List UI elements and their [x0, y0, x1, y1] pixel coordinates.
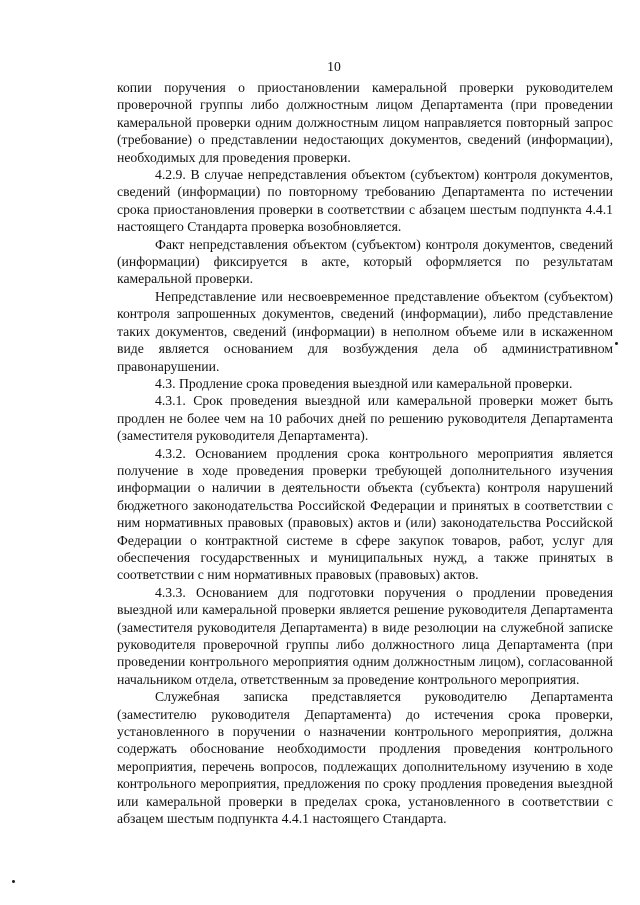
paragraph-4-3-1: 4.3.1. Срок проведения выездной или камеральной проверки может быть продлен не более чем на 10 рабочих дней по решению руководителя Департамента (заместителя руководителя Департамента). — [117, 393, 613, 444]
page-number: 10 — [327, 59, 341, 74]
document-body — [117, 79, 613, 827]
scan-speck — [615, 342, 618, 345]
paragraph-untimely-submission: Непредставление или несвоевременное представление объектом (субъектом) контроля запрошенных документов, сведений (информации), либо представление таких документов, сведений (информации) в неполном объеме или в искаженном виде является основанием для возбуждения дела об административном правонарушении. — [117, 288, 613, 374]
paragraph-4-3-2: 4.3.2. Основанием продления срока контрольного мероприятия является получение в ходе проведения проверки требующей дополнительного изучения информации о наличии в деятельности объекта (субъекта) контроля нарушений бюджетного законодательства Российской Федерации и принятых в соответствии с ним нормативных правовых (правовых) актов и (или) законодательства Российской Федерации о контрактной системе в сфере закупок товаров, работ, услуг для обеспечения государственных и муниципальных нужд, а также принятых в соответствии с ним нормативных правовых (правовых) актов. — [117, 445, 613, 583]
paragraph-continuation: копии поручения о приостановлении камеральной проверки руководителем проверочной группы либо должностным лицом Департамента (при проведении камеральной проверки одним должностным лицом направляется повторный запрос (требование) о представлении недостающих документов, сведений (информации), необходимых для проведения проверки. — [117, 80, 613, 165]
scan-speck — [12, 880, 15, 883]
paragraph-4-3-3: 4.3.3. Основанием для подготовки поручения о продлении проведения выездной или камеральной проверки является решение руководителя Департамента (заместителя руководителя Департамента) в виде резолюции на служебной записке руководителя проверочной группы либо должностного лица Департамента (при проведении контрольного мероприятия одним должностным лицом), согласованной начальником отдела, ответственным за проведение контрольного мероприятия. — [117, 584, 613, 687]
paragraph-memo: Служебная записка представляется руководителю Департамента (заместителю руководителя Департамента) до истечения срока проверки, установленного в поручении о назначении контрольного мероприятия, должна содержать обоснование необходимости продления проведения контрольного мероприятия, перечень вопросов, подлежащих дополнительному изучению в ходе контрольного мероприятия, предложения по сроку продления проведения выездной или камеральной проверки в пределах срока, установленного в соответствии с абзацем шестым подпункта 4.4.1 настоящего Стандарта. — [117, 689, 613, 827]
section-heading-4-3: 4.3. Продление срока проведения выездной или камеральной проверки. — [155, 375, 573, 391]
paragraph-4-2-9: 4.2.9. В случае непредставления объектом (субъектом) контроля документов, сведений (информации) по повторному требованию Департамента по истечении срока приостановления проверки в соответствии с абзацем шестым подпункта 4.4.1 настоящего Стандарта проверка возобновляется. — [117, 167, 613, 235]
paragraph-fact-nonsubmission: Факт непредставления объектом (субъектом) контроля документов, сведений (информации) фиксируется в акте, который оформляется по результатам камеральной проверки. — [117, 236, 613, 287]
